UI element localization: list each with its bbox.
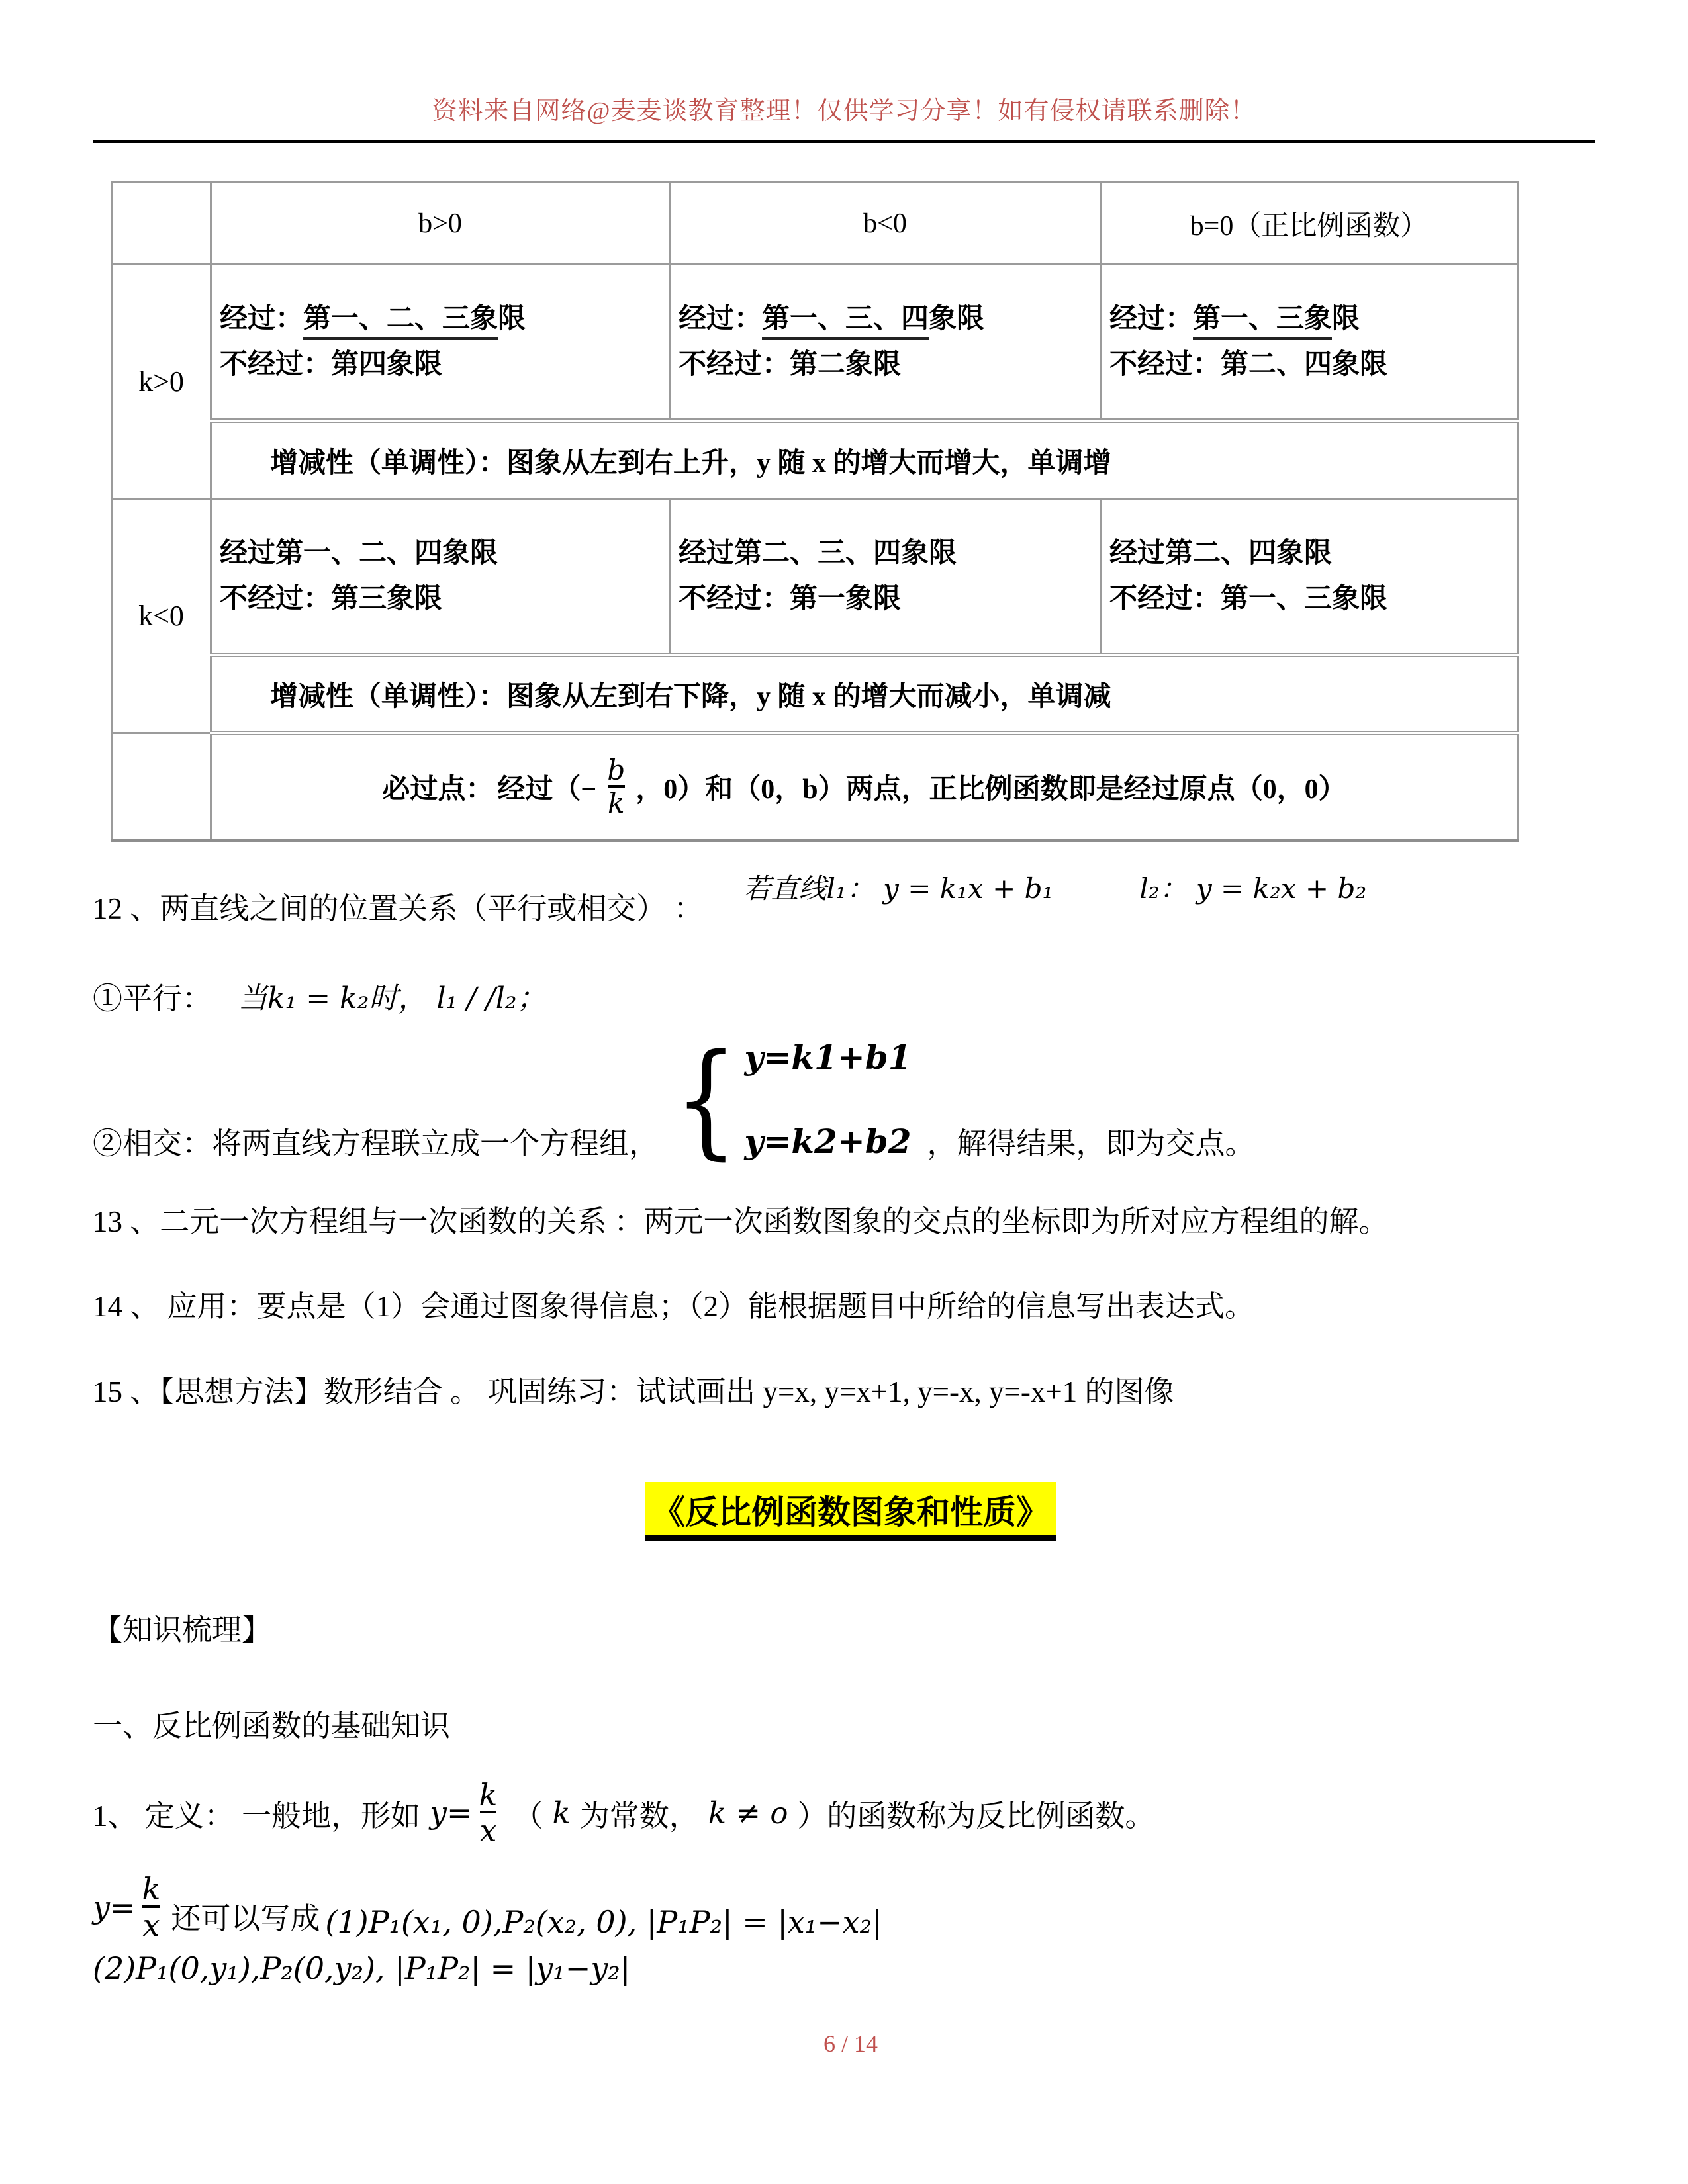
fraction-numerator: k [142,1871,161,1907]
k-symbol: k [552,1795,571,1831]
notes-body [0,872,1688,2058]
table-header-row [112,183,1518,265]
k-positive-label: k>0 [112,265,211,499]
rewrite-label: 还可以写成 [171,1901,320,1935]
linear-function-property-table [111,181,1688,842]
section-title-inverse-proportion: 《反比例函数图象和性质》 [645,1482,1056,1541]
k-neg-b-zero-cell [1101,499,1518,655]
item-12-text: 12 、两直线之间的位置关系（平行或相交） ： [93,891,704,925]
k-pos-monotonicity-cell [211,421,1518,499]
page-number: 6 / 14 [823,2030,878,2057]
header-b-negative: b<0 [670,183,1101,265]
k-positive-monotonicity-row [112,421,1518,499]
underlined-text: 第一、三象 [1193,304,1332,340]
points-case-1: (1)P₁(x₁, 0),P₂(x₂, 0), |P₁P₂| = |x₁−x₂| [325,1903,882,1940]
fraction-denominator: x [480,1811,497,1846]
header-empty-cell [112,183,211,265]
cell-text: 不经过：第三象限 [220,583,443,614]
intersect-case [93,1027,1609,1172]
item-12 [93,872,1609,927]
header-b-zero: b=0（正比例函数） [1101,183,1518,265]
fraction-k-over-x [479,1776,498,1849]
formula-lead: y= [430,1795,473,1831]
cell-text: 不经过：第一、三象限 [1109,583,1388,614]
item-15: 15 、【思想方法】数形结合 。 巩固练习：试试画出 y=x, y=x+1, y=-x, y=-x+1 的图像 [93,1375,1174,1408]
equation-system [675,1027,912,1172]
fraction-k-over-x [142,1873,161,1941]
brace-glyph: { [675,1027,738,1172]
parallel-marker: ①平行： [93,981,212,1015]
cell-text: 不经过：第四象限 [220,349,443,380]
intersect-pre-text: ②相交：将两直线方程联立成一个方程组， [93,1126,659,1160]
rewrite-formula [93,1873,167,1941]
fraction-denominator: x [142,1905,160,1941]
line1-equation: 若直线l₁： y = k₁x + b₁ [743,872,1054,905]
cell-text: 经过： [1109,304,1194,335]
line2-equation: l₂： y = k₂x + b₂ [1139,872,1367,905]
header-b-positive: b>0 [211,183,670,265]
cell-text: 经过第二、三、四象限 [679,538,957,569]
fraction-b-over-k [607,753,626,819]
k-pos-b-zero-cell [1101,265,1518,421]
rewrite-block [93,1873,1609,1986]
monotonicity-text: 图象从左到右下降，y 随 x 的增大而减小，单调减 [506,681,1111,712]
item-13: 13 、二元一次方程组与一次函数的关系 ：两元一次函数图象的交点的坐标即为所对应方程组的解。 [93,1205,1389,1238]
definition-mid-text: 为常数， [579,1799,699,1833]
cell-text: 限 [498,304,526,335]
cell-text: 不经过：第二、四象限 [1109,349,1388,380]
definition-post-text: ）的函数称为反比例函数。 [797,1799,1155,1833]
k-nonzero-condition: k ≠ o [708,1795,788,1831]
system-equation-2: y=k2+b2 [744,1121,912,1161]
k-pos-b-pos-cell [211,265,670,421]
fraction-numerator: b [607,753,626,786]
k-negative-label: k<0 [112,499,211,733]
fraction-denominator: k [608,785,624,818]
cell-text: 经过： [679,304,763,335]
formula-lead: y= [93,1889,136,1925]
k-negative-row [112,499,1518,655]
underlined-text: 第一、二、三象 [303,304,498,340]
monotonicity-label: 增减性（单调性）： [270,681,507,712]
subsection-basics-heading: 一、反比例函数的基础知识 [93,1709,451,1743]
k-neg-b-pos-cell [211,499,670,655]
monotonicity-text: 图象从左到右上升，y 随 x 的增大而增大，单调增 [506,447,1111,478]
definition-pre-text: 1、 定义： 一般地，形如 [93,1799,421,1833]
k-negative-monotonicity-row [112,655,1518,733]
cell-text: 不经过：第一象限 [679,583,902,614]
underlined-text: 第一、三、四 [762,304,929,340]
k-neg-b-neg-cell [670,499,1101,655]
fraction-numerator: k [479,1776,498,1813]
definition-mid-text: （ [513,1799,543,1833]
item-12-formula [743,872,1367,907]
must-pass-post: ，0）和（0，b）两点，正比例函数即是经过原点（0，0） [635,774,1346,805]
cell-text: 经过： [220,304,304,335]
cell-text: 经过第一、二、四象限 [220,538,498,569]
cell-text: 不经过：第二象限 [679,349,902,380]
cell-text: 经过第二、四象限 [1109,538,1333,569]
definition-formula [430,1776,504,1849]
rewrite-line-1 [93,1873,1609,1941]
header-divider [93,140,1595,143]
intersect-post-text: ，解得结果，即为交点。 [927,1126,1255,1160]
must-pass-empty-cell [112,733,211,841]
k-pos-b-neg-cell [670,265,1101,421]
must-pass-pre: 经过（− [497,774,597,805]
k-positive-row [112,265,1518,421]
must-pass-cell [211,733,1518,841]
must-pass-row [112,733,1518,841]
system-equation-1: y=k1+b1 [744,1038,912,1077]
definition-line [93,1776,1609,1849]
parallel-case [93,980,1609,1017]
parallel-formula: 当k₁ = k₂时， l₁ / /l₂； [238,981,546,1016]
cell-text: 限 [1332,304,1360,335]
item-14: 14 、 应用：要点是（1）会通过图象得信息；（2）能根据题目中所给的信息写出表达式。 [93,1290,1255,1324]
section-title-row [93,1482,1609,1541]
must-pass-label: 必过点： [382,774,494,805]
knowledge-outline-heading: 【知识梳理】 [93,1613,272,1647]
cell-text: 象限 [929,304,985,335]
points-case-2: (2)P₁(0,y₁),P₂(0,y₂), |P₁P₂| = |y₁−y₂| [93,1950,631,1986]
copyright-notice: 资料来自网络@麦麦谈教育整理！仅供学习分享！如有侵权请联系删除！ [432,97,1256,125]
monotonicity-label: 增减性（单调性）： [270,447,507,478]
k-neg-monotonicity-cell [211,655,1518,733]
